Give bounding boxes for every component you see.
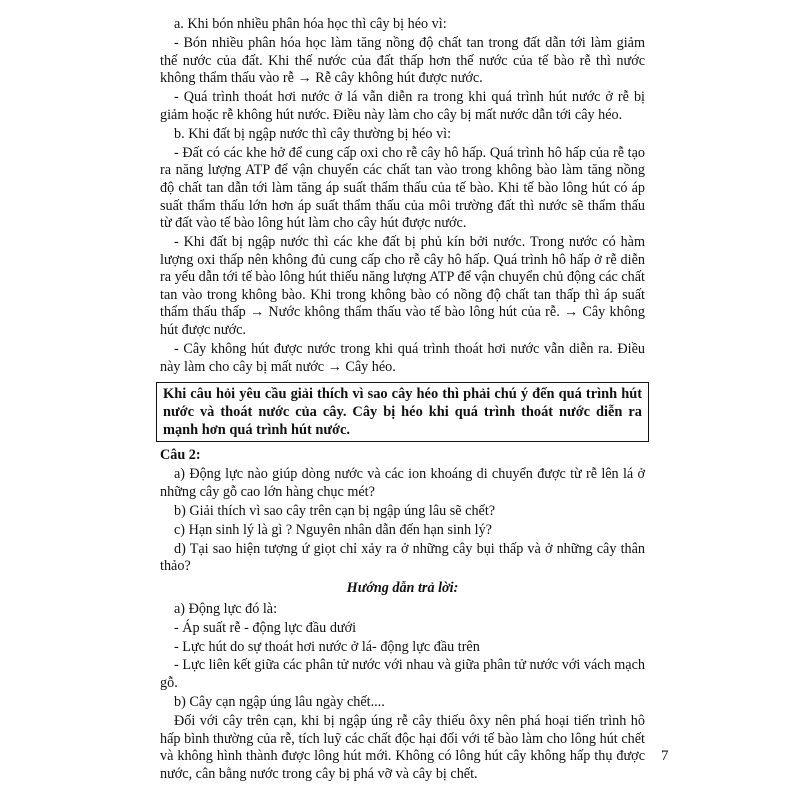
page-content: [160, 16, 645, 783]
paragraph: - Quá trình thoát hơi nước ở lá vẫn diễn ra trong khi quá trình hút nước ở rễ bị giảm hoặc rễ không hút nước. Điều này làm cho cây bị mất nước dẫn tới cây héo.: [160, 89, 645, 123]
paragraph: b. Khi đất bị ngập nước thì cây thường bị héo vì:: [174, 125, 452, 142]
question-heading: Câu 2:: [160, 447, 201, 464]
paragraph: - Đất có các khe hở để cung cấp oxi cho rễ cây hô hấp. Quá trình hô hấp của rễ tạo ra năng lượng ATP để vận chuyển các chất tan vào trong không bào làm tăng nồng độ chất tan dẫn tới làm tăng áp suất thẩm thấu của tế bào. Khi tế bào lông hút có áp suất thẩm thấu lớn hơn áp suất thẩm thấu của môi trường đất thì nước sẽ thẩm thấu từ đất vào tế bào lông hút làm cho cây hút được nước.: [160, 144, 645, 232]
answer-paragraph: - Áp suất rễ - động lực đầu dưới: [174, 619, 357, 636]
question-list: [160, 466, 645, 576]
question-item: b) Giải thích vì sao cây trên cạn bị ngập úng lâu sẽ chết?: [174, 502, 496, 519]
paragraph: - Cây không hút được nước trong khi quá trình thoát hơi nước vẫn diễn ra. Điều này làm cho cây bị mất nước → Cây héo.: [160, 341, 645, 375]
guide-heading: Hướng dẫn trả lời:: [346, 579, 459, 596]
answer-paragraph: b) Cây cạn ngập úng lâu ngày chết....: [174, 694, 385, 711]
paragraph: a. Khi bón nhiều phân hóa học thì cây bị héo vì:: [174, 16, 447, 32]
question-item: a) Động lực nào giúp dòng nước và các ion khoáng di chuyển được từ rễ lên lá ở những cây gỗ cao lớn hàng chục mét?: [160, 466, 645, 500]
question-item: c) Hạn sinh lý là gì ? Nguyên nhân dẫn đến hạn sinh lý?: [174, 521, 492, 538]
answer-paragraph: Đối với cây trên cạn, khi bị ngập úng rễ cây thiếu ôxy nên phá hoại tiến trình hô hấp bình thường của rễ, tích luỹ các chất độc hại đối với tế bào làm cho lông hút chết và không hình thành được lông hút mới. Không có lông hút cây không hấp thụ được nước, cân bằng nước trong cây bị phá vỡ và cây bị chết.: [160, 713, 645, 782]
page-number: 7: [661, 748, 669, 764]
answer-1-section: [160, 16, 645, 376]
answer-paragraph: - Lực liên kết giữa các phân tử nước với nhau và giữa phân tử nước với vách mạch gỗ.: [160, 657, 645, 692]
answer-paragraph: - Lực hút do sự thoát hơi nước ở lá- động lực đầu trên: [174, 638, 480, 655]
paragraph: - Khi đất bị ngập nước thì các khe đất bị phủ kín bởi nước. Trong nước có hàm lượng oxi thấp nên không đủ cung cấp cho rễ cây hô hấp. Quá trình hô hấp ở rễ diễn ra yếu dẫn tới tế bào lông hút thiếu năng lượng ATP để vận chuyển chủ động các chất tan vào trong không bào. Khi trong không bào có nồng độ chất tan thấp thì áp suất thẩm thấu thấp → Nước không thẩm thấu vào tế bào lông hút của rễ. → Cây không hút được nước.: [160, 234, 645, 339]
answer-paragraph: a) Động lực đó là:: [174, 600, 278, 617]
question-item: d) Tại sao hiện tượng ứ giọt chỉ xảy ra ở những cây bụi thấp và ở những cây thân thảo?: [160, 540, 645, 575]
note-box: Khi câu hỏi yêu cầu giải thích vì sao cây héo thì phải chú ý đến quá trình hút nước và thoát nước của cây. Cây bị héo khi quá trình thoát nước diễn ra mạnh hơn quá trình hút nước.: [156, 382, 649, 442]
paragraph: - Bón nhiều phân hóa học làm tăng nồng độ chất tan trong đất dẫn tới làm giảm thế nước của đất. Khi thế nước của đất thấp hơn thế nước của tế bào rễ thì nước không thẩm thấu vào rễ → Rễ cây không hút được nước.: [160, 34, 645, 87]
answer-list: [160, 601, 645, 784]
